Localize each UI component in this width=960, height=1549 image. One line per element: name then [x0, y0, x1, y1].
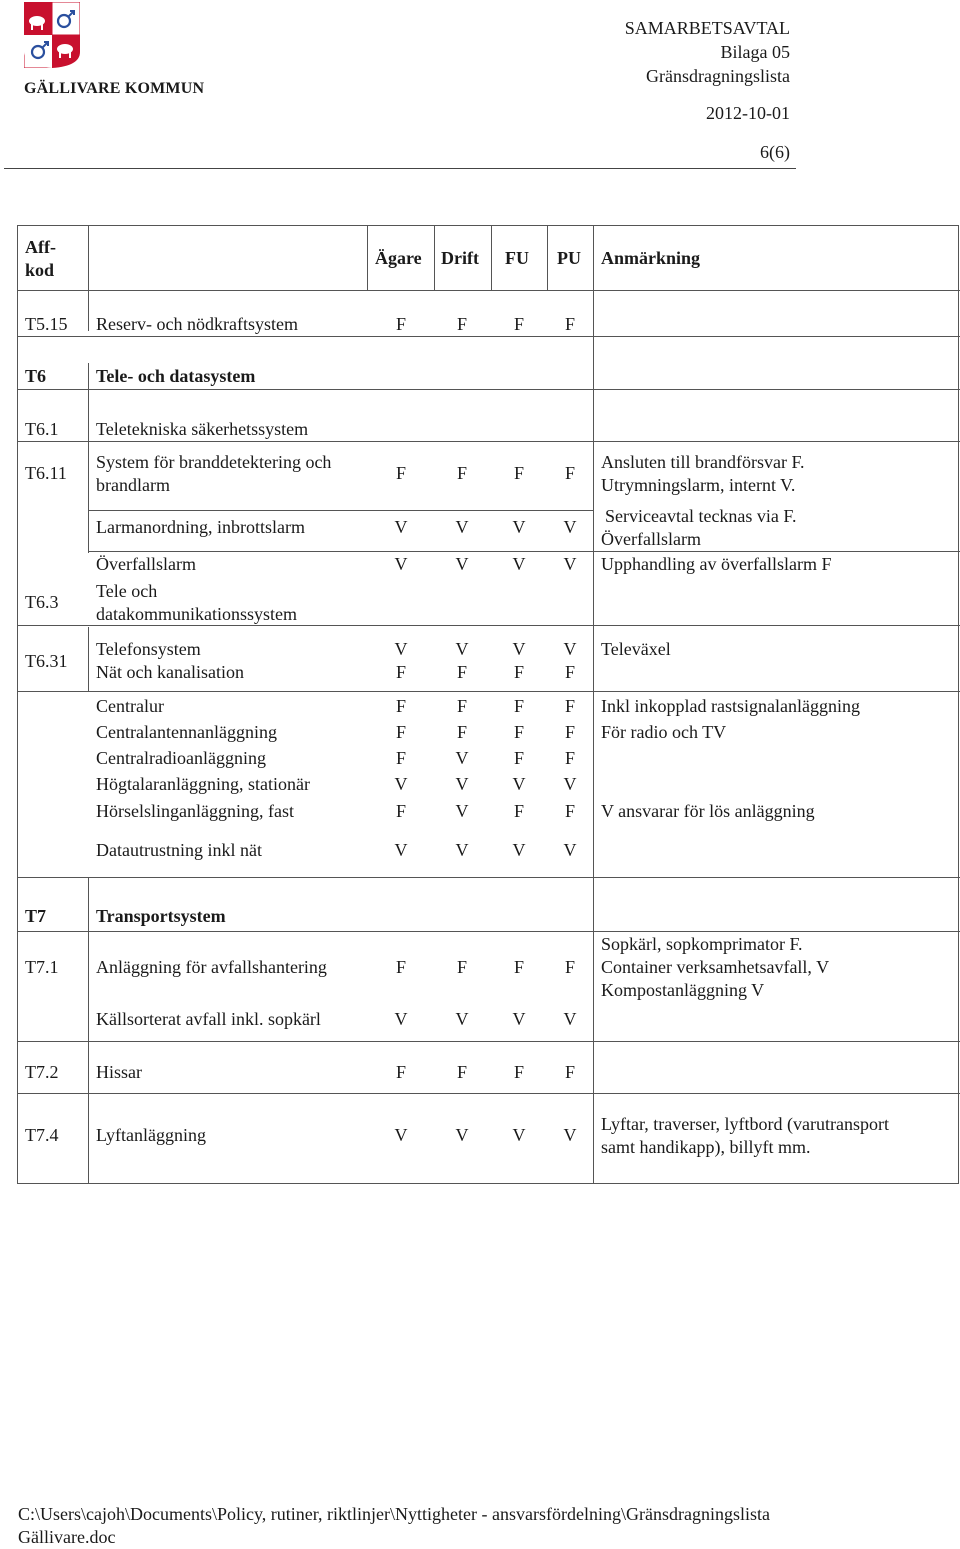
row-text: Överfallslarm [96, 554, 196, 574]
owner-cell: F [395, 662, 406, 682]
owner-cell: V [394, 1125, 408, 1145]
fu-cell: F [513, 957, 524, 977]
fu-cell: V [512, 554, 526, 574]
ops-cell: V [455, 774, 469, 794]
document-title: SAMARBETSAVTAL [624, 18, 790, 38]
row-code: T6.31 [25, 651, 68, 671]
annex-label: Bilaga 05 [720, 42, 790, 62]
pu-cell: V [563, 840, 577, 860]
pu-cell: V [563, 774, 577, 794]
row-text: System för branddetektering och [96, 452, 332, 472]
municipality-coat-of-arms-logo [24, 2, 80, 68]
document-subtitle: Gränsdragningslista [646, 66, 790, 86]
row-code: T5.15 [25, 314, 68, 334]
fu-cell: F [513, 696, 524, 716]
pu-cell: V [563, 639, 577, 659]
owner-cell: F [395, 748, 406, 768]
header-owner: Ägare [375, 248, 422, 268]
pu-cell: V [563, 517, 577, 537]
row-text: Telefonsystem [96, 639, 201, 659]
ops-cell: F [456, 722, 467, 742]
ops-cell: F [456, 463, 467, 483]
owner-cell: F [395, 463, 406, 483]
owner-cell: F [395, 722, 406, 742]
section-code: T6 [25, 366, 47, 386]
ops-cell: F [456, 957, 467, 977]
remark-cell: Upphandling av överfallslarm F [601, 554, 832, 574]
pu-cell: F [564, 957, 575, 977]
header-code-line-2: kod [25, 260, 55, 280]
fu-cell: V [512, 639, 526, 659]
owner-cell: F [395, 696, 406, 716]
responsibility-table [17, 225, 959, 1184]
pu-cell: F [564, 722, 575, 742]
col-divider [367, 226, 368, 290]
ops-cell: V [455, 748, 469, 768]
row-text: datakommunikationssystem [96, 604, 297, 624]
ops-cell: F [456, 696, 467, 716]
ops-cell: V [455, 1009, 469, 1029]
remark-cell: Serviceavtal tecknas via F. [605, 506, 797, 526]
ops-cell: V [455, 517, 469, 537]
remark-cell: Överfallslarm [601, 529, 701, 549]
section-code: T7 [25, 906, 47, 926]
row-text: Hörselslinganläggning, fast [96, 801, 294, 821]
remark-cell: Kompostanläggning V [601, 980, 765, 1000]
ops-cell: F [456, 662, 467, 682]
col-divider [88, 226, 89, 331]
fu-cell: F [513, 722, 524, 742]
ops-cell: V [455, 801, 469, 821]
row-text: Centralantennanläggning [96, 722, 277, 742]
remark-cell: För radio och TV [601, 722, 727, 742]
row-code: T6.1 [25, 419, 59, 439]
row-divider [18, 441, 960, 442]
header-pu: PU [557, 248, 581, 268]
row-text: Larmanordning, inbrottslarm [96, 517, 305, 537]
fu-cell: F [513, 801, 524, 821]
row-text: Centralradioanläggning [96, 748, 266, 768]
fu-cell: V [512, 840, 526, 860]
col-divider [547, 226, 548, 290]
page-number: 6(6) [760, 142, 790, 162]
owner-cell: F [395, 801, 406, 821]
file-path-footer: Gällivare.doc [18, 1527, 116, 1547]
pu-cell: F [564, 662, 575, 682]
fu-cell: F [513, 1062, 524, 1082]
header-divider [4, 168, 796, 169]
owner-cell: V [394, 554, 408, 574]
organization-name: GÄLLIVARE KOMMUN [24, 80, 205, 97]
col-divider [491, 226, 492, 290]
owner-cell: F [395, 314, 406, 334]
remark-cell: Ansluten till brandförsvar F. [601, 452, 805, 472]
owner-cell: V [394, 840, 408, 860]
fu-cell: V [512, 1125, 526, 1145]
row-code: T6.3 [25, 592, 59, 612]
owner-cell: V [394, 774, 408, 794]
row-text: Högtalaranläggning, stationär [96, 774, 310, 794]
owner-cell: V [394, 639, 408, 659]
owner-cell: V [394, 1009, 408, 1029]
pu-cell: V [563, 1125, 577, 1145]
col-divider [88, 363, 89, 553]
col-divider [434, 226, 435, 290]
fu-cell: F [513, 748, 524, 768]
remark-cell: Lyftar, traverser, lyftbord (varutransport [601, 1114, 889, 1134]
col-divider [88, 878, 89, 1184]
remark-cell: Container verksamhetsavfall, V [601, 957, 830, 977]
pu-cell: F [564, 1062, 575, 1082]
row-text: Teletekniska säkerhetssystem [96, 419, 309, 439]
pu-cell: F [564, 696, 575, 716]
remark-cell: Inkl inkopplad rastsignalanläggning [601, 696, 860, 716]
ops-cell: V [455, 840, 469, 860]
ops-cell: V [455, 1125, 469, 1145]
ops-cell: V [455, 554, 469, 574]
file-path-footer: C:\Users\cajoh\Documents\Policy, rutiner, riktlinjer\Nyttigheter - ansvarsfördelning\Gränsdragningslista [18, 1504, 770, 1524]
remark-cell: samt handikapp), billyft mm. [601, 1137, 811, 1157]
remark-cell: Sopkärl, sopkomprimator F. [601, 934, 803, 954]
row-text: Reserv- och nödkraftsystem [96, 314, 298, 334]
row-text: Hissar [96, 1062, 142, 1082]
ops-cell: F [456, 314, 467, 334]
row-divider [18, 290, 960, 291]
pu-cell: F [564, 801, 575, 821]
header-fu: FU [505, 248, 529, 268]
fu-cell: F [513, 314, 524, 334]
document-date: 2012-10-01 [706, 103, 790, 123]
row-text: Anläggning för avfallshantering [96, 957, 327, 977]
fu-cell: V [512, 774, 526, 794]
row-code: T7.1 [25, 957, 59, 977]
header-code-line-1: Aff- [25, 237, 56, 257]
pu-cell: V [563, 554, 577, 574]
row-text: Lyftanläggning [96, 1125, 206, 1145]
row-divider [89, 510, 593, 511]
fu-cell: F [513, 662, 524, 682]
row-divider [18, 1041, 960, 1042]
header-operations: Drift [441, 248, 479, 268]
row-text: brandlarm [96, 475, 170, 495]
ops-cell: F [456, 1062, 467, 1082]
owner-cell: V [394, 517, 408, 537]
row-divider [18, 691, 960, 692]
row-code: T7.2 [25, 1062, 59, 1082]
header-remark: Anmärkning [601, 248, 701, 268]
row-text: Tele och [96, 581, 158, 601]
row-divider [18, 877, 960, 878]
row-code: T6.11 [25, 463, 67, 483]
row-text: Nät och kanalisation [96, 662, 244, 682]
pu-cell: V [563, 1009, 577, 1029]
pu-cell: F [564, 314, 575, 334]
row-divider [18, 1093, 960, 1094]
owner-cell: F [395, 957, 406, 977]
row-text: Källsorterat avfall inkl. sopkärl [96, 1009, 321, 1029]
owner-cell: F [395, 1062, 406, 1082]
pu-cell: F [564, 748, 575, 768]
pu-cell: F [564, 463, 575, 483]
col-divider [88, 627, 89, 691]
fu-cell: V [512, 1009, 526, 1029]
row-text: Centralur [96, 696, 164, 716]
row-divider [18, 931, 960, 932]
section-title: Transportsystem [96, 906, 226, 926]
row-divider [18, 389, 960, 390]
row-text: Datautrustning inkl nät [96, 840, 262, 860]
ops-cell: V [455, 639, 469, 659]
row-code: T7.4 [25, 1125, 59, 1145]
row-divider [89, 551, 960, 552]
section-title: Tele- och datasystem [96, 366, 256, 386]
remark-cell: Televäxel [601, 639, 671, 659]
remark-cell: V ansvarar för lös anläggning [601, 801, 815, 821]
row-divider [18, 336, 960, 337]
remark-cell: Utrymningslarm, internt V. [601, 475, 796, 495]
fu-cell: F [513, 463, 524, 483]
fu-cell: V [512, 517, 526, 537]
